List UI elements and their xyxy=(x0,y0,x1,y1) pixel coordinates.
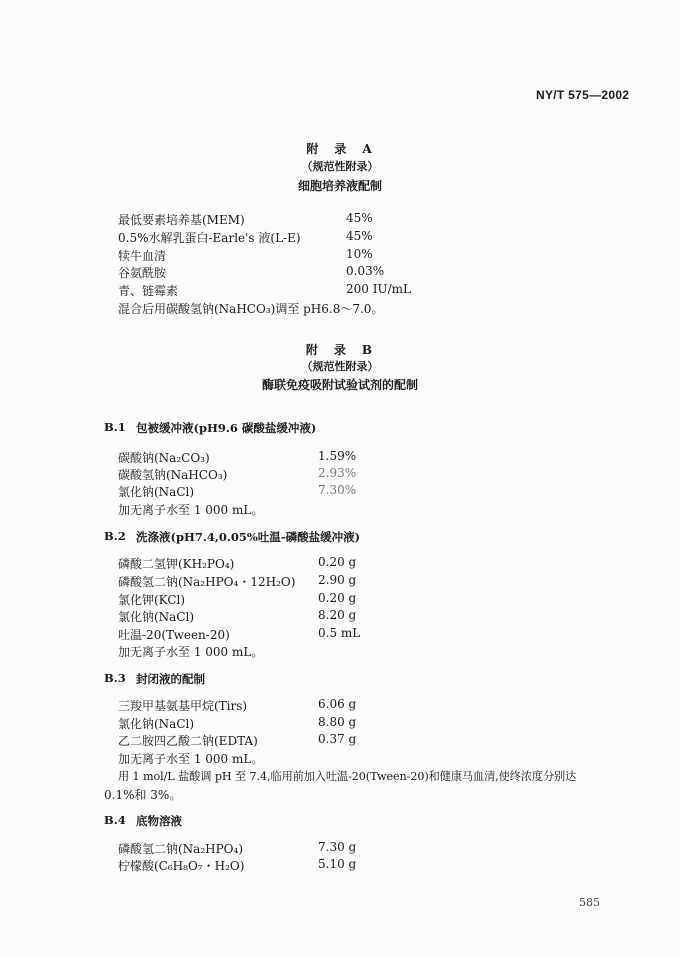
b2-row-value: 0.20 g xyxy=(318,591,357,605)
a-row-value: 45% xyxy=(346,229,373,243)
section-b4-number: B.4 xyxy=(104,813,126,827)
b3-row-value: 8.80 g xyxy=(318,715,357,729)
appendix-a-type: （规范性附录） xyxy=(301,160,379,173)
a-row-value: 10% xyxy=(346,247,373,261)
b4-row-name: 柠檬酸(C₆H₈O₇・H₂O) xyxy=(118,859,245,873)
a-row-value: 0.03% xyxy=(346,264,385,278)
a-row-name: 谷氨酰胺 xyxy=(118,266,167,280)
appendix-a-subtitle: 细胞培养液配制 xyxy=(297,179,382,193)
a-row-value: 45% xyxy=(346,211,373,225)
section-b1-number: B.1 xyxy=(104,420,126,434)
b2-row-name: 磷酸二氢钾(KH₂PO₄) xyxy=(118,557,235,571)
section-b4-title: 底物溶液 xyxy=(136,814,182,828)
section-b3-title: 封闭液的配制 xyxy=(136,672,205,686)
b3-row-value: 6.06 g xyxy=(318,697,357,711)
page-number: 585 xyxy=(579,896,600,909)
b1-row-value: 7.30% xyxy=(318,483,357,497)
b3-paragraph-line1: 用 1 mol/L 盐酸调 pH 至 7.4,临用前加入吐温-20(Tween-20)和健康马血清,使终浓度分别达 xyxy=(118,770,577,783)
a-note: 混合后用碳酸氢钠(NaHCO₃)调至 pH6.8～7.0。 xyxy=(118,302,384,316)
b2-row-value: 8.20 g xyxy=(318,608,357,622)
b2-row-name: 磷酸氢二钠(Na₂HPO₄・12H₂O) xyxy=(118,575,296,589)
b1-row-name: 氯化钠(NaCl) xyxy=(118,485,195,499)
b1-row-name: 碳酸氢钠(NaHCO₃) xyxy=(118,468,228,482)
a-row-name: 青、链霉素 xyxy=(118,284,179,298)
b2-note: 加无离子水至 1 000 mL。 xyxy=(118,645,264,659)
a-row-name: 0.5%水解乳蛋白-Earle's 液(L-E) xyxy=(118,231,301,245)
b4-row-value: 5.10 g xyxy=(318,857,357,871)
b2-row-value: 2.90 g xyxy=(318,573,357,587)
a-row-name: 犊牛血清 xyxy=(118,249,167,263)
b2-row-name: 氯化钠(NaCl) xyxy=(118,610,195,624)
section-b2-number: B.2 xyxy=(104,529,126,543)
b4-row-name: 磷酸氢二钠(Na₂HPO₄) xyxy=(118,842,244,856)
appendix-b-type: （规范性附录） xyxy=(301,360,379,373)
b2-row-value: 0.20 g xyxy=(318,555,357,569)
b1-note: 加无离子水至 1 000 mL。 xyxy=(118,503,264,517)
b2-row-name: 吐温-20(Tween-20) xyxy=(118,628,230,642)
b3-row-name: 乙二胺四乙酸二钠(EDTA) xyxy=(118,734,258,748)
section-b2-title: 洗涤液(pH7.4,0.05%吐温-磷酸盐缓冲液) xyxy=(136,530,361,544)
b1-row-value: 1.59% xyxy=(318,449,357,463)
appendix-a-title: 附 录 A xyxy=(306,142,374,156)
b2-row-value: 0.5 mL xyxy=(318,626,361,640)
a-row-name: 最低要素培养基(MEM) xyxy=(118,213,245,227)
standard-code: NY/T 575—2002 xyxy=(536,88,630,102)
b1-row-name: 碳酸钠(Na₂CO₃) xyxy=(118,451,210,465)
b3-row-name: 三羧甲基氨基甲烷(Tirs) xyxy=(118,699,248,713)
b3-paragraph-line2: 0.1%和 3%。 xyxy=(104,788,182,802)
b1-row-value: 2.93% xyxy=(318,466,357,480)
b3-note: 加无离子水至 1 000 mL。 xyxy=(118,752,264,766)
section-b1-title: 包被缓冲液(pH9.6 碳酸盐缓冲液) xyxy=(136,421,317,435)
a-row-value: 200 IU/mL xyxy=(346,282,411,296)
appendix-b-subtitle: 酶联免疫吸附试验试剂的配制 xyxy=(261,378,418,392)
b2-row-name: 氯化钾(KCl) xyxy=(118,593,186,607)
appendix-b-title: 附 录 B xyxy=(305,343,375,357)
b4-row-value: 7.30 g xyxy=(318,840,357,854)
b3-row-name: 氯化钠(NaCl) xyxy=(118,717,195,731)
section-b3-number: B.3 xyxy=(104,671,126,685)
b3-row-value: 0.37 g xyxy=(318,732,357,746)
